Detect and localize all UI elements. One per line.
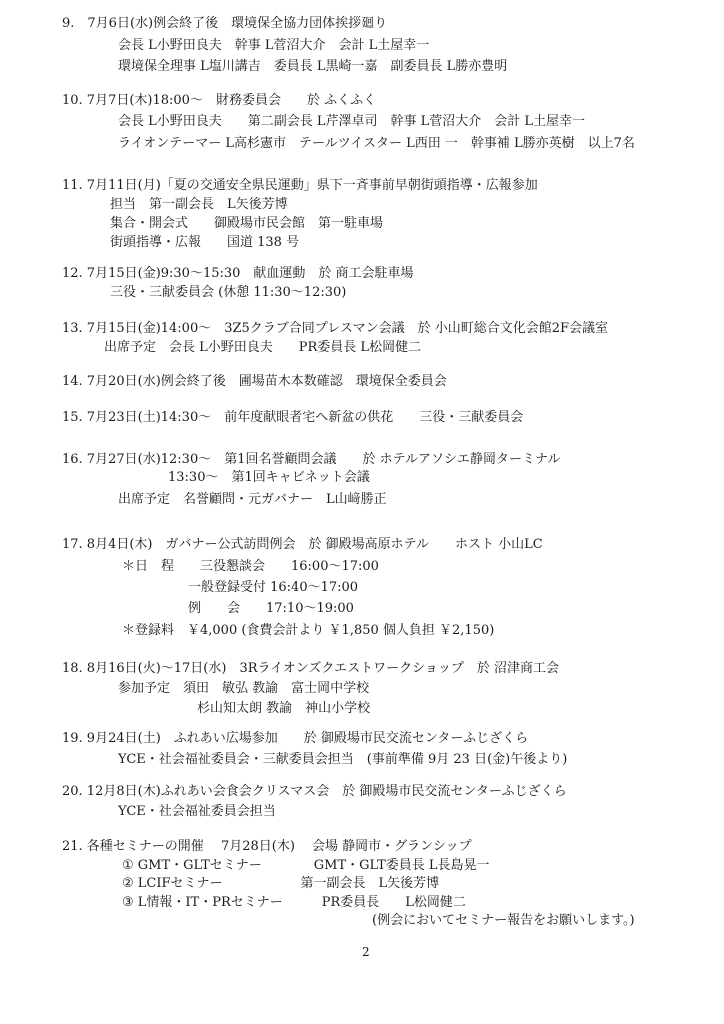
item-20-heading: 20. 12月8日(木)ふれあい会食会クリスマス会 於 御殿場市民交流センターふじざくら: [62, 784, 567, 799]
item-18-line: 参加予定 須田 敏弘 教諭 富士岡中学校: [118, 681, 370, 696]
item-21-seminar: ② LCIFセミナー 第一副会長 L矢後芳博: [122, 876, 440, 891]
item-9-heading: 9. 7月6日(水)例会終了後 環境保全協力団体挨拶廻り: [62, 16, 388, 31]
item-11-line: 集合・開会式 御殿場市民会館 第一駐車場: [110, 216, 384, 231]
item-10-line: ライオンテーマー L高杉憲市 テールツイスター L西田 一 幹事補 L勝亦英樹 以上7名: [118, 136, 635, 151]
item-11-line: 担当 第一副会長 L矢後芳博: [110, 197, 288, 212]
item-21-seminar: ① GMT・GLTセミナー GMT・GLT委員長 L長島晃一: [122, 858, 490, 873]
item-9-line: 会長 L小野田良夫 幹事 L菅沼大介 会計 L土屋幸一: [118, 38, 430, 53]
item-16-line: 13:30～ 第1回キャビネット会議: [168, 470, 370, 485]
item-13-heading: 13. 7月15日(金)14:00～ 3Z5クラブ合同プレスマン会議 於 小山町総合文化会館2F会議室: [62, 321, 609, 336]
item-16-line: 出席予定 名誉顧問・元ガバナー L山﨑勝正: [118, 492, 387, 507]
item-21-note: (例会においてセミナー報告をお願いします。): [372, 913, 635, 928]
item-12-heading: 12. 7月15日(金)9:30～15:30 献血運動 於 商工会駐車場: [62, 266, 414, 281]
item-19-line: YCE・社会福祉委員会・三献委員会担当 (事前準備 9月 23 日(金)午後より): [118, 752, 568, 767]
item-17-line: ＊日 程 三役懇談会 16:00～17:00: [122, 559, 379, 574]
item-20-line: YCE・社会福祉委員会担当: [118, 804, 276, 819]
item-15-heading: 15. 7月23日(土)14:30～ 前年度献眼者宅へ新盆の供花 三役・三献委員会: [62, 410, 524, 425]
item-18-line: 杉山知太朗 教諭 神山小学校: [197, 701, 371, 716]
item-17-line: 例 会 17:10～19:00: [188, 601, 354, 616]
item-13-line: 出席予定 会長 L小野田良夫 PR委員長 L松岡健二: [104, 340, 422, 355]
item-18-heading: 18. 8月16日(火)～17日(水) 3Rライオンズクエストワークショップ 於 沼津商工会: [62, 661, 559, 676]
item-10-heading: 10. 7月7日(木)18:00～ 財務委員会 於 ふくふく: [62, 93, 377, 108]
item-17-line: ＊登録料 ￥4,000 (食費会計より ￥1,850 個人負担 ￥2,150): [122, 623, 495, 638]
item-17-heading: 17. 8月4日(木) ガバナー公式訪問例会 於 御殿場高原ホテル ホスト 小山LC: [62, 537, 543, 552]
item-9-line: 環境保全理事 L塩川講吉 委員長 L黒崎一嘉 副委員長 L勝亦豊明: [118, 59, 508, 74]
item-11-line: 街頭指導・広報 国道 138 号: [110, 235, 300, 250]
item-19-heading: 19. 9月24日(土) ふれあい広場参加 於 御殿場市民交流センターふじざくら: [62, 731, 529, 746]
item-10-line: 会長 L小野田良夫 第二副会長 L芹澤卓司 幹事 L菅沼大介 会計 L土屋幸一: [118, 114, 586, 129]
item-14-heading: 14. 7月20日(水)例会終了後 圃場苗木本数確認 環境保全委員会: [62, 374, 447, 389]
item-21-seminar: ③ L情報・IT・PRセミナー PR委員長 L松岡健二: [122, 895, 466, 910]
item-17-line: 一般登録受付 16:40～17:00: [188, 580, 359, 595]
item-16-heading: 16. 7月27日(水)12:30～ 第1回名誉顧問会議 於 ホテルアソシエ静岡ターミナル: [62, 452, 561, 467]
page-number: 2: [362, 945, 370, 959]
item-11-heading: 11. 7月11日(月)「夏の交通安全県民運動」県下一斉事前早朝街頭指導・広報参加: [62, 178, 538, 193]
item-12-line: 三役・三献委員会 (休憩 11:30～12:30): [110, 285, 347, 300]
item-21-heading: 21. 各種セミナーの開催 7月28日(木) 会場 静岡市・グランシップ: [62, 839, 472, 854]
